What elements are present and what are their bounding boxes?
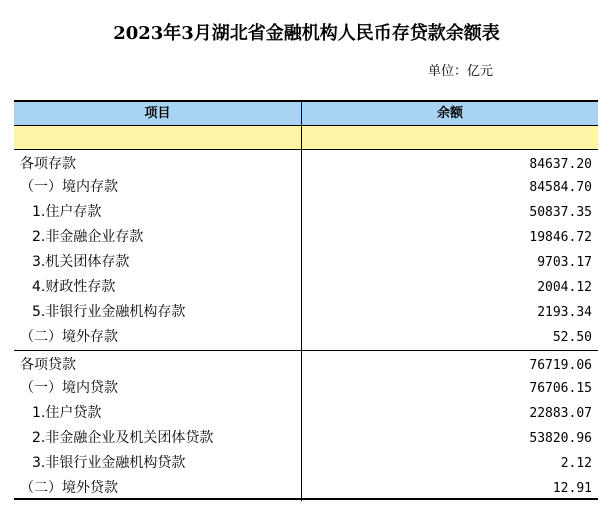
table-body <box>14 150 598 501</box>
row-label: 4.财政性存款 <box>14 275 302 300</box>
header-item: 项目 <box>14 102 302 125</box>
table-row <box>14 325 598 350</box>
row-value: 50837.35 <box>529 205 592 220</box>
unit-label: 单位：亿元 <box>427 64 493 79</box>
header-amount: 余额 <box>436 106 463 121</box>
table-subheader <box>14 126 598 150</box>
row-value: 22883.07 <box>529 406 592 421</box>
row-label: 各项存款 <box>14 150 302 175</box>
row-label: 2.非金融企业存款 <box>14 225 302 250</box>
table-row <box>14 250 598 275</box>
table-row <box>14 225 598 250</box>
loans-group <box>14 351 598 501</box>
table-row <box>14 275 598 300</box>
row-value: 2193.34 <box>537 305 592 320</box>
table-header <box>14 102 598 126</box>
balance-table <box>14 100 598 500</box>
row-label: 5.非银行业金融机构存款 <box>14 300 302 325</box>
page-title: 2023年3月湖北省金融机构人民币存贷款余额表 <box>113 23 500 44</box>
table-row <box>14 300 598 325</box>
row-value: 76719.06 <box>529 358 592 373</box>
deposits-group <box>14 150 598 351</box>
row-label: （一）境内存款 <box>14 175 302 200</box>
table-row <box>14 376 598 401</box>
table-row <box>14 200 598 225</box>
table-row <box>14 426 598 451</box>
row-label: 3.非银行业金融机构贷款 <box>14 451 302 476</box>
row-value: 76706.15 <box>529 381 592 396</box>
row-value: 2004.12 <box>537 280 592 295</box>
row-label: 1.住户贷款 <box>14 401 302 426</box>
row-label: （二）境外存款 <box>14 325 302 350</box>
row-label: 2.非金融企业及机关团体贷款 <box>14 426 302 451</box>
table-row <box>14 175 598 200</box>
row-value: 52.50 <box>552 330 592 345</box>
row-label: （二）境外贷款 <box>14 476 302 501</box>
row-label: 3.机关团体存款 <box>14 250 302 275</box>
subheader-amount <box>302 126 598 149</box>
row-value: 2.12 <box>560 456 592 471</box>
row-value: 12.91 <box>552 481 592 496</box>
subheader-item <box>14 126 302 149</box>
table-row <box>14 401 598 426</box>
row-value: 84584.70 <box>529 180 592 195</box>
row-value: 19846.72 <box>529 230 592 245</box>
table-row <box>14 150 598 175</box>
table-row <box>14 451 598 476</box>
row-value: 9703.17 <box>537 255 592 270</box>
table-row <box>14 351 598 376</box>
row-value: 53820.96 <box>529 431 592 446</box>
table-row <box>14 476 598 501</box>
row-label: 各项贷款 <box>14 351 302 376</box>
row-label: 1.住户存款 <box>14 200 302 225</box>
row-value: 84637.20 <box>529 157 592 172</box>
row-label: （一）境内贷款 <box>14 376 302 401</box>
